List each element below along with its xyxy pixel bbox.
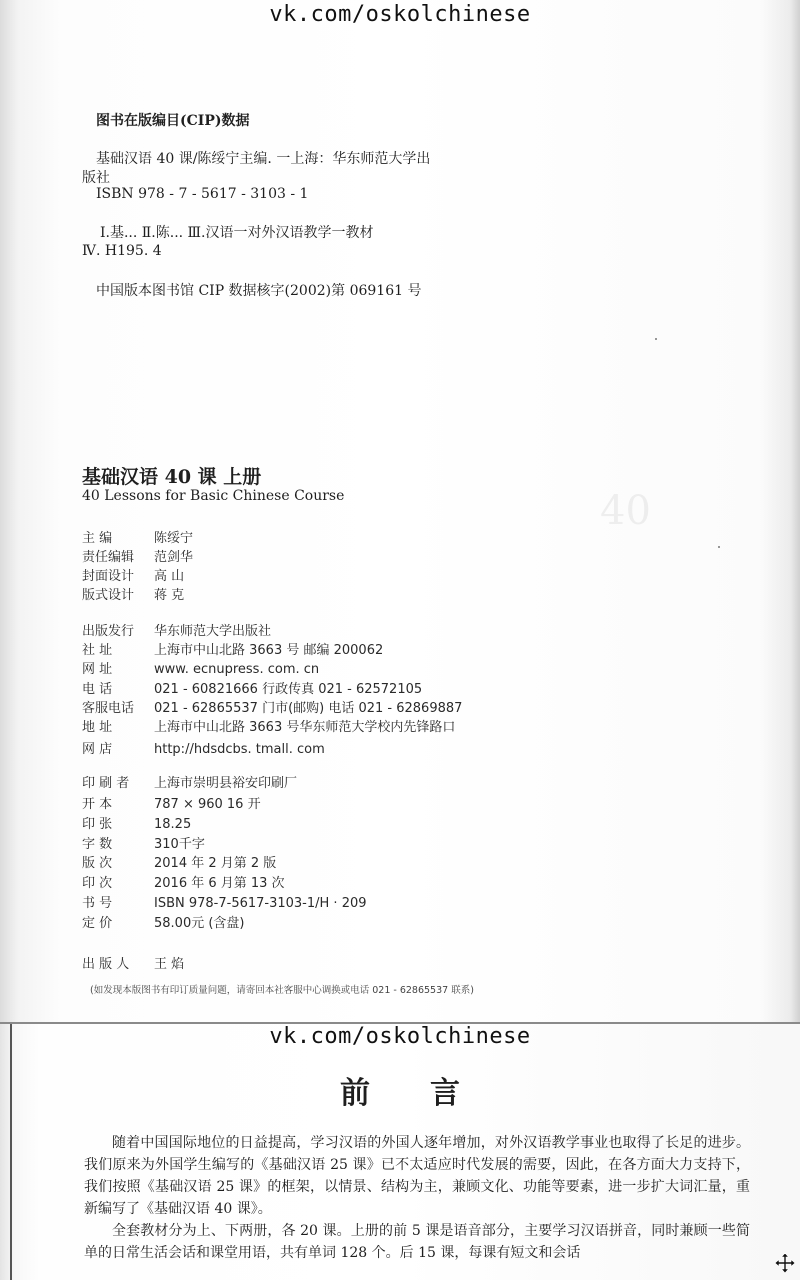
printing-row: 开 本 787 × 960 16 开 [82,797,261,812]
printing-row: 印 次 2016 年 6 月第 13 次 [82,876,285,891]
cip-record-number: 中国版本图书馆 CIP 数据核字(2002)第 069161 号 [96,283,422,299]
publisher-row: 网 址 www. ecnupress. com. cn [82,662,320,677]
credit-row: 封面设计 高 山 [82,569,185,584]
credit-row: 主 编 陈绥宁 [82,531,194,546]
credit-row: 责任编辑 范剑华 [82,550,194,565]
printing-row: 印 张 18.25 [82,817,192,832]
watermark-bottom: vk.com/oskolchinese [269,1024,531,1049]
cip-class-code: Ⅳ. H195. 4 [82,243,162,259]
binding-edge [10,1024,12,1280]
cip-line-1: 基础汉语 40 课/陈绥宁主编. 一上海：华东师范大学出 [96,151,431,167]
publisher-row: 电 话 021 - 60821666 行政传真 021 - 62572105 [82,682,423,697]
cip-title: 图书在版编目(CIP)数据 [96,113,250,129]
show-through-mark: 40 [600,488,651,534]
credit-row: 版式设计 蒋 克 [82,588,185,603]
cip-isbn: ISBN 978 - 7 - 5617 - 3103 - 1 [96,186,309,202]
speck [655,338,657,340]
preface-paragraph-2: 全套教材分为上、下两册，各 20 课。上册的前 5 课是语音部分，主要学习汉语拼音，同时兼顾一些简单的日常生活会话和课堂用语，共有单词 128 个。后 15 课，每课有短文和会话 [84,1223,750,1261]
cip-classification: Ⅰ.基... Ⅱ.陈... Ⅲ.汉语一对外汉语教学一教材 [100,225,374,241]
printing-row: 定 价 58.00元 (含盘) [82,916,245,931]
printing-row: 版 次 2014 年 2 月第 2 版 [82,856,277,871]
preface-paragraph-1: 随着中国国际地位的日益提高，学习汉语的外国人逐年增加，对外汉语教学事业也取得了长足的进步。我们原来为外国学生编写的《基础汉语 25 课》已不太适应时代发展的需要，因此，在各方面大力支持下，我们按照《基础汉语 25 课》的框架，以情景、结构为主，兼顾文化、功能等要素，进一步扩大词汇量，重新编写了《基础汉语 40 课》。 [84,1135,750,1217]
move-cursor-icon[interactable] [774,1252,796,1274]
speck [718,546,720,548]
cip-line-2: 版社 [82,170,110,186]
publisher-row: 客服电话 021 - 62865537 门市(邮购) 电话 021 - 62869887 [82,701,463,716]
publisher-row: 出版发行 华东师范大学出版社 [82,624,272,639]
preface-title: 前言 [340,1076,520,1111]
publisher-row: 社 址 上海市中山北路 3663 号 邮编 200062 [82,643,384,658]
publisher-row: 地 址 上海市中山北路 3663 号华东师范大学校内先锋路口 [82,720,456,735]
quality-notice: (如发现本版图书有印订质量问题，请寄回本社客服中心调换或电话 021 - 62865537 联系) [90,985,474,996]
issuer-row: 出 版 人 王 焰 [82,957,185,972]
watermark-top: vk.com/oskolchinese [269,2,531,27]
printing-row: 字 数 310千字 [82,837,205,852]
book-title: 基础汉语 40 课 上册 [82,466,262,488]
book-title-english: 40 Lessons for Basic Chinese Course [82,488,345,504]
publisher-row: 网 店 http://hdsdcbs. tmall. com [82,742,325,757]
printing-row: 书 号 ISBN 978-7-5617-3103-1/H · 209 [82,896,367,911]
printing-row: 印 刷 者 上海市崇明县裕安印刷厂 [82,776,298,791]
